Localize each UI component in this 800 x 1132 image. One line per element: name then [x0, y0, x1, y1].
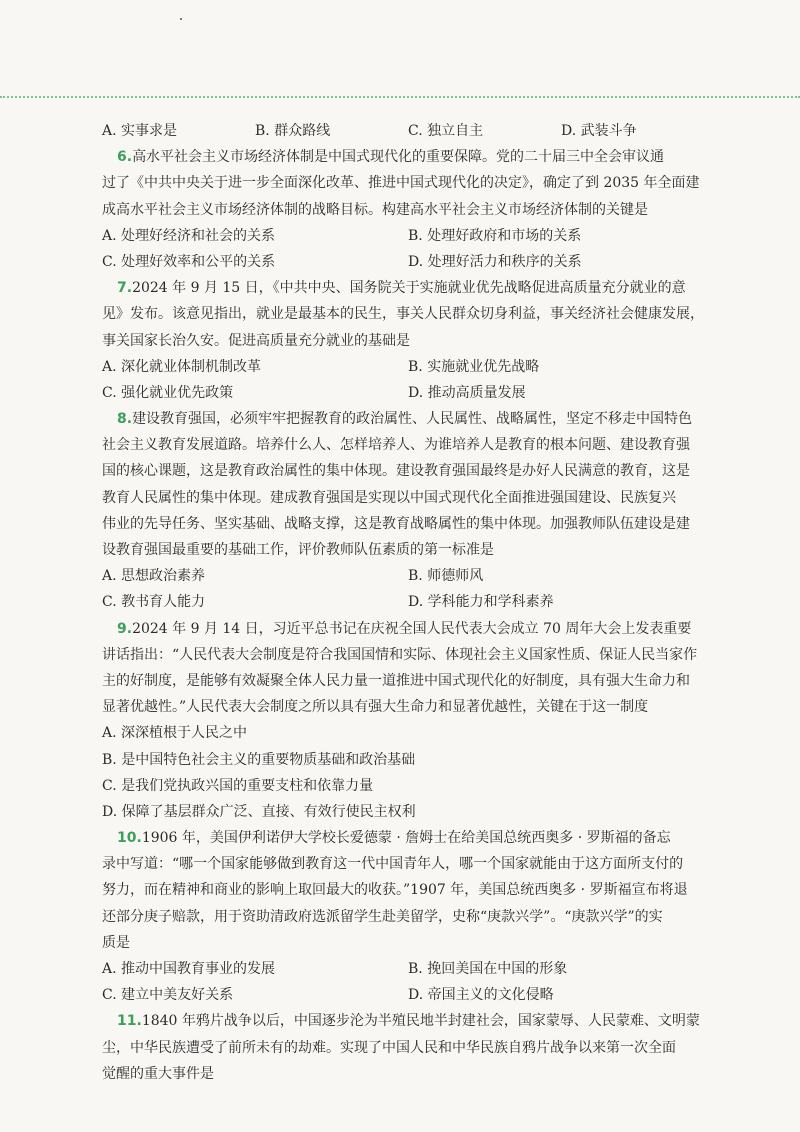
question-content	[102, 118, 714, 1087]
q6-options-row-1	[102, 223, 714, 249]
q8-options-row-1	[102, 563, 714, 589]
q6-stem-line-1	[102, 144, 714, 170]
q10-option-c[interactable]: C. 建立中美友好关系	[102, 987, 234, 1004]
q6-option-d[interactable]: D. 处理好活力和秩序的关系	[408, 253, 582, 270]
q10-stem-line-4: 还部分庚子赔款，用于资助清政府选派留学生赴美留学，史称“庚款兴学”。“庚款兴学”的实	[102, 908, 663, 925]
q6-option-c[interactable]: C. 处理好效率和公平的关系	[102, 253, 276, 270]
q9-options	[102, 720, 714, 825]
q7-option-c[interactable]: C. 强化就业优先政策	[102, 384, 234, 401]
q10-stem-line-2: 录中写道：“哪一个国家能够做到教育这一代中国青年人，哪一个国家就能由于这方面所支付的	[102, 856, 684, 873]
q9-stem-line-2: 讲话指出：“人民代表大会制度是符合我国国情和实际、体现社会主义国家性质、保证人民当家作	[102, 646, 698, 663]
q11-stem-line-2: 尘，中华民族遭受了前所未有的劫难。实现了中国人民和中华民族自鸦片战争以来第一次全面	[102, 1039, 676, 1056]
q8-option-c[interactable]: C. 教书育人能力	[102, 594, 206, 611]
q5-options	[102, 118, 714, 144]
q10-option-d[interactable]: D. 帝国主义的文化侵略	[408, 987, 554, 1004]
q10-option-a[interactable]: A. 推动中国教育事业的发展	[102, 961, 276, 977]
q9-option-c[interactable]: C. 是我们党执政兴国的重要支柱和依靠力量	[102, 777, 374, 794]
scan-dot	[180, 18, 182, 20]
q7-option-d[interactable]: D. 推动高质量发展	[408, 384, 526, 401]
q9-option-b[interactable]: B. 是中国特色社会主义的重要物质基础和政治基础	[102, 751, 416, 768]
q8-number: 8.	[117, 411, 133, 428]
q9-stem-line-1	[102, 616, 714, 642]
q6-option-a[interactable]: A. 处理好经济和社会的关系	[102, 227, 276, 244]
q11-stem-line-3: 觉醒的重大事件是	[102, 1065, 214, 1082]
q7-option-b[interactable]: B. 实施就业优先战略	[408, 358, 540, 375]
q10-stem-line-1	[102, 825, 714, 851]
q7-option-a[interactable]: A. 深化就业体制机制改革	[102, 358, 262, 375]
q8-stem-line-2: 社会主义教育发展道路。培养什么人、怎样培养人、为谁培养人是教育的根本问题、建设教育强	[102, 437, 690, 454]
q10-stem-text-1: 1906 年，美国伊利诺伊大学校长爱德蒙 · 詹姆士在给美国总统西奥多 · 罗斯福的备忘	[141, 830, 671, 847]
q7-stem-line-3: 事关国家长治久安。促进高质量充分就业的基础是	[102, 332, 410, 349]
q10-number: 10.	[117, 830, 142, 847]
header-dotted-rule	[0, 96, 800, 98]
q8-stem-line-3: 国的核心课题，这是教育政治属性的集中体现。建设教育强国最终是办好人民满意的教育，这是	[102, 463, 690, 480]
q8-stem-line-5: 伟业的先导任务、坚实基础、战略支撑，这是教育战略属性的集中体现。加强教师队伍建设是建	[102, 515, 690, 532]
q8-option-a[interactable]: A. 思想政治素养	[102, 568, 206, 585]
q6-stem-line-3: 成高水平社会主义市场经济体制的战略目标。构建高水平社会主义市场经济体制的关键是	[102, 201, 648, 218]
q6-options-row-2	[102, 249, 714, 275]
q9-stem-text-1: 2024 年 9 月 14 日，习近平总书记在庆祝全国人民代表大会成立 70 周年大会上发表重要	[132, 620, 692, 637]
q5-option-c[interactable]: C. 独立自主	[408, 123, 484, 139]
q5-option-a[interactable]: A. 实事求是	[102, 123, 178, 139]
q8-stem-line-1	[102, 406, 714, 432]
q7-stem-line-1	[102, 275, 714, 301]
q9-option-d[interactable]: D. 保障了基层群众广泛、直接、有效行使民主权利	[102, 803, 416, 820]
q5-option-b[interactable]: B. 群众路线	[255, 123, 331, 139]
q9-stem-line-3: 主的好制度，是能够有效凝聚全体人民力量一道推进中国式现代化的好制度，具有强大生命力和	[102, 672, 690, 689]
q7-options-row-2	[102, 380, 714, 406]
q8-option-b[interactable]: B. 师德师风	[408, 568, 484, 585]
q11-stem-text-1: 1840 年鸦片战争以后，中国逐步沦为半殖民地半封建社会，国家蒙辱、人民蒙难、文明蒙	[141, 1013, 700, 1030]
q10-option-b[interactable]: B. 挽回美国在中国的形象	[408, 961, 568, 977]
q6-stem-line-2: 过了《中共中央关于进一步全面深化改革、推进中国式现代化的决定》，确定了到 2035 年全面建	[102, 175, 700, 192]
q9-stem-line-4: 显著优越性。”人民代表大会制度之所以具有强大生命力和显著优越性，关键在于这一制度	[102, 699, 649, 716]
q10-options-row-1	[102, 956, 714, 982]
q9-number: 9.	[117, 620, 133, 637]
q7-options-row-1	[102, 354, 714, 380]
q8-option-d[interactable]: D. 学科能力和学科素养	[408, 594, 554, 611]
q11-number: 11.	[117, 1013, 142, 1030]
q6-option-b[interactable]: B. 处理好政府和市场的关系	[408, 227, 582, 244]
q11-stem-line-1	[102, 1008, 714, 1034]
q8-stem-line-6: 设教育强国最重要的基础工作，评价教师队伍素质的第一标准是	[102, 542, 494, 558]
q8-stem-text-1: 建设教育强国，必须牢牢把握教育的政治属性、人民属性、战略属性，坚定不移走中国特色	[132, 411, 693, 428]
q7-stem-text-1: 2024 年 9 月 15 日，《中共中央、国务院关于实施就业优先战略促进高质量充分就业的意	[132, 280, 686, 297]
q10-options-row-2	[102, 982, 714, 1008]
q7-number: 7.	[117, 280, 133, 297]
q8-options-row-2	[102, 589, 714, 615]
q9-option-a[interactable]: A. 深深植根于人民之中	[102, 725, 248, 742]
q8-stem-line-4: 教育人民属性的集中体现。建成教育强国是实现以中国式现代化全面推进强国建设、民族复兴	[102, 489, 676, 506]
q10-stem-line-3: 努力，而在精神和商业的影响上取回最大的收获。”1907 年，美国总统西奥多 · 罗斯福宣布将退	[102, 882, 688, 899]
q6-number: 6.	[117, 149, 133, 166]
q5-option-d[interactable]: D. 武装斗争	[561, 123, 637, 139]
q6-stem-text-1: 高水平社会主义市场经济体制是中国式现代化的重要保障。党的二十届三中全会审议通	[132, 149, 665, 166]
q7-stem-line-2: 见》发布。该意见指出，就业是最基本的民生，事关人民群众切身利益，事关经济社会健康发展，	[102, 306, 704, 323]
q10-stem-line-5: 质是	[102, 934, 130, 951]
